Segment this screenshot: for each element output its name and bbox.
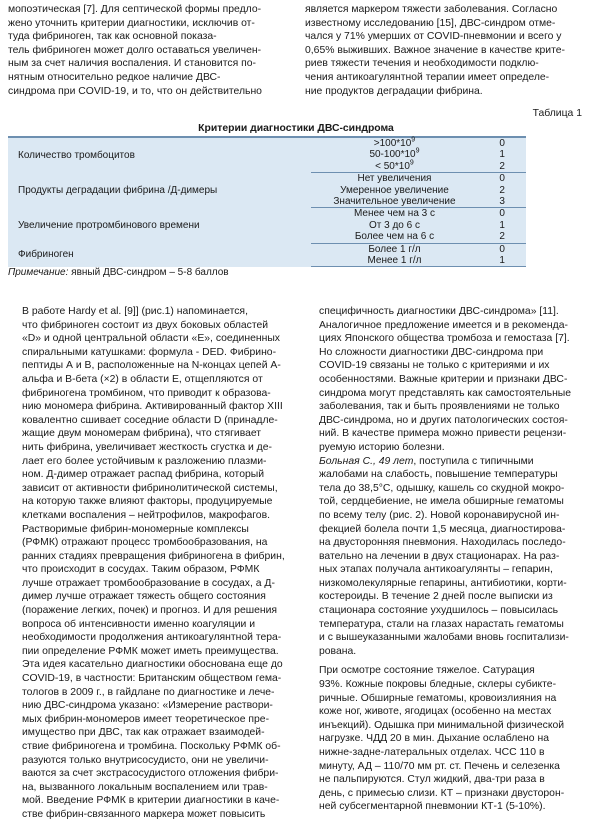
text-line: циях Японского общества тромбоза и гемостаза [7]. bbox=[319, 333, 570, 345]
text-line: на двусторонняя пневмония. Находилась последо- bbox=[319, 537, 566, 549]
criterion-condition bbox=[311, 137, 478, 149]
text-line: Эта идея касательно диагностики обоснована еще до bbox=[22, 659, 283, 671]
criterion-condition bbox=[311, 208, 478, 220]
criterion-name: Фибриноген bbox=[18, 249, 74, 261]
text-line: 0,65% выживших. Важное значение в качестве крите- bbox=[305, 44, 565, 56]
criterion-score: 0 bbox=[499, 208, 505, 220]
text-line: синдрома при COVID-19, и то, что он действительно bbox=[8, 85, 262, 97]
criterion-condition bbox=[311, 255, 478, 267]
criterion-condition bbox=[311, 185, 478, 196]
text-line: на, вызванного локальным воспалением или трав- bbox=[22, 781, 268, 793]
text-line: При осмотре состояние тяжелое. Сатурация bbox=[319, 665, 535, 677]
criterion-condition bbox=[311, 196, 478, 208]
text-line: и с вышеуказанными жалобами вновь госпитализи- bbox=[319, 632, 569, 644]
text-line: ным за счет наличия воспаления. И становится по- bbox=[8, 58, 256, 70]
text-line: ранних стадиях превращения фибриногена в фибрин, bbox=[22, 550, 285, 562]
condition-text: Умеренное увеличение bbox=[340, 184, 449, 196]
top-right-column bbox=[305, 3, 583, 98]
criterion-condition bbox=[311, 231, 478, 243]
text-line: заболевания, так и быть проявлениями не только bbox=[319, 401, 560, 413]
criterion-condition bbox=[311, 149, 478, 160]
text-line: туда фибриноген, так как основной показа- bbox=[8, 31, 217, 43]
table-note bbox=[8, 267, 229, 278]
superscript-exponent: 9 bbox=[411, 136, 416, 144]
table-row bbox=[8, 243, 526, 255]
text-line: Но сложности диагностики ДВС-синдрома при bbox=[319, 346, 544, 358]
text-line: зависит от активности фибринолитической системы, bbox=[22, 482, 278, 494]
text-line: является маркером тяжести заболевания. Согласно bbox=[305, 4, 558, 15]
text-line: ние продуктов деградации фибрина. bbox=[305, 85, 483, 97]
text-line: жено уточнить критерии диагностики, исключив от- bbox=[8, 17, 255, 29]
condition-text: Значительное увеличение bbox=[333, 196, 456, 208]
table-row bbox=[8, 208, 526, 220]
paragraph-case bbox=[305, 455, 583, 659]
text-line: что происходит в сосудах. Таким образом, РФМК bbox=[22, 564, 260, 576]
text-line: необходимости продолжения антикоагулянтной тера- bbox=[22, 632, 282, 644]
text-line: известному исследованию [15], ДВС-синдром отме- bbox=[305, 17, 556, 29]
text-line: по всему телу (рис. 2). Новой коронавирусной ин- bbox=[319, 509, 560, 521]
text-line: ковалентно сшивает соседние области D (принадле- bbox=[22, 414, 278, 426]
text-line: пептиды А и В, расположенные на N-концах цепей A- bbox=[22, 360, 281, 372]
text-line: димер лучше отражает тяжесть общего состояния bbox=[22, 591, 266, 603]
criterion-score: 1 bbox=[499, 219, 505, 231]
table-caption: Таблица 1 bbox=[532, 108, 582, 119]
condition-text: >100*10 bbox=[373, 138, 412, 149]
criterion-score: 2 bbox=[478, 231, 526, 243]
text-line: ваются за счет экстрасосудистого отложения фибри- bbox=[22, 768, 279, 780]
paragraph-recommendation bbox=[305, 305, 583, 346]
table-row bbox=[8, 137, 526, 149]
text-line: особенностями. Важные критерии и признаки ДВС- bbox=[319, 373, 568, 385]
text-line: день, с примесью слизи. КТ – признаки двусторон- bbox=[319, 787, 565, 799]
text-line: стве фибрин-связанного маркера может повысить bbox=[22, 808, 266, 820]
text-line: рована. bbox=[319, 645, 357, 657]
criterion-score: 1 bbox=[499, 149, 505, 161]
superscript-exponent: 9 bbox=[415, 148, 420, 156]
paragraph-hardy bbox=[8, 305, 286, 822]
criterion-condition bbox=[311, 173, 478, 185]
text-line: мой. Введение РФМК в критерии диагностики в каче- bbox=[22, 795, 280, 807]
paragraph-sepsis bbox=[8, 3, 286, 98]
text-line: тологов в 2009 г., в гайдлане по диагностике и лече- bbox=[22, 686, 275, 698]
text-line: разуются только внутрисосудисто, они не увеличи- bbox=[22, 754, 269, 766]
text-line: нижне-задне-латеральных отделах. ЧСС 110 в bbox=[319, 747, 545, 758]
text-line: COVID-19 связаны не только с критериями и их bbox=[319, 360, 550, 372]
paragraph-severity bbox=[305, 3, 583, 98]
text-line: ричные. Обширные гематомы, кровоизлияния на bbox=[319, 692, 557, 704]
condition-text: < 50*10 bbox=[375, 160, 410, 172]
text-line: нятным относительно редкое наличие ДВС- bbox=[8, 71, 221, 83]
text-line: вопроса об интенсивности именно коагуляции и bbox=[22, 618, 256, 630]
text-line: ствие фибриногена и тромбина. Поскольку РФМК об- bbox=[22, 741, 281, 752]
text-line: ней субсегментарной пневмонии КТ-1 (5-10%). bbox=[319, 801, 546, 813]
paragraph-exam bbox=[305, 664, 583, 814]
text-line: 93%. Кожные покровы бледные, склеры субикте- bbox=[319, 679, 557, 691]
table-title: Критерии диагностики ДВС-синдрома bbox=[198, 123, 394, 134]
criterion-name: Продукты деградации фибрина /Д-димеры bbox=[18, 184, 218, 196]
text-line: низкомолекулярные гепарины, антибиотики, корти- bbox=[319, 577, 567, 589]
text-line: пии определение РФМК может иметь преимущества. bbox=[22, 645, 279, 657]
note-text: явный ДВС-синдром – 5-8 баллов bbox=[68, 267, 229, 278]
text-line: жащие двум мономерам фибрина), что стягивает bbox=[22, 428, 262, 440]
text-line: альфа и B-бета (×2) в области E, отщепляются от bbox=[22, 373, 263, 385]
criterion-name: Увеличение протромбинового времени bbox=[18, 219, 200, 231]
text-line: фекцией болела почти 1,5 месяца, диагностирова- bbox=[319, 523, 566, 535]
criteria-table bbox=[8, 136, 526, 267]
text-line: нагрузке. ЧДД 20 в мин. Дыхание ослаблено на bbox=[319, 733, 549, 745]
text-line: чения антикоагулянтной терапии имеет определе- bbox=[305, 71, 550, 83]
text-line: имущество при ДВС, так как отражает взаимодей- bbox=[22, 727, 265, 739]
note-label: Примечание: bbox=[8, 267, 69, 278]
table-row bbox=[8, 173, 526, 185]
text-line: ном. Д-димер отражает распад фибрина, который bbox=[22, 469, 265, 481]
criterion-score: 2 bbox=[499, 184, 505, 196]
text-line: Растворимые фибрин-мономерные комплексы bbox=[22, 523, 249, 535]
text-line: мых фибрин-мономеров имеет теоретическое пре- bbox=[22, 713, 270, 725]
text-line: нию ДВС-синдрома указано: «Измерение раствори- bbox=[22, 700, 273, 712]
condition-text: Нет увеличения bbox=[357, 173, 432, 185]
text-line: нию мономера фибрина. Активированный фактор XIII bbox=[22, 401, 283, 413]
text-line: нить фибрина, увеличивает жесткость сгустка и де- bbox=[22, 441, 272, 453]
criterion-name: Количество тромбоцитов bbox=[8, 137, 311, 173]
text-line: ных этапах получала антикоагулянты – гепарин, bbox=[319, 564, 553, 576]
condition-text: Менее 1 г/л bbox=[367, 255, 422, 267]
text-line: той, сердцебиение, не имела обширные гематомы bbox=[319, 496, 564, 508]
criterion-score: 2 bbox=[478, 161, 526, 173]
text-line: COVID-19, в частности: Британским обществом гема- bbox=[22, 673, 282, 685]
criterion-condition bbox=[311, 220, 478, 231]
case-lead: Больная С., 49 лет bbox=[319, 455, 414, 467]
text-line: Аналогичное предложение имеется и в рекоменда- bbox=[319, 319, 568, 331]
text-line: не пальпируются. Стул жидкий, два-три раза в bbox=[319, 774, 545, 786]
condition-text: Менее чем на 3 с bbox=[353, 208, 435, 220]
bottom-right-column bbox=[305, 305, 583, 814]
criterion-score: 0 bbox=[499, 173, 505, 185]
condition-text: От 3 до 6 с bbox=[368, 219, 420, 231]
text-line: минуту, АД – 110/70 мм рт. ст. Печень и селезенка bbox=[319, 760, 560, 772]
text-line: (РФМК) отражают процесс тромбообразования, на bbox=[22, 537, 268, 549]
criterion-score: 0 bbox=[499, 243, 505, 255]
text-line: костероиды. В течение 2 дней после выписки из bbox=[319, 591, 553, 603]
text-line: коже ног, животе, ягодицах (особенно на местах bbox=[319, 706, 552, 718]
text-line: специфичность диагностики ДВС-синдрома» [11]. bbox=[319, 306, 559, 317]
text-line: лучше отражает тромбообразование в сосудах, а Д- bbox=[22, 577, 275, 589]
top-left-column bbox=[8, 3, 286, 98]
text-line: что фибриноген состоит из двух боковых областей bbox=[22, 319, 269, 331]
text-line: лает его более устойчивым к разложению плазми- bbox=[22, 455, 267, 467]
text-line: синдрома могут представлять как самостоятельные bbox=[319, 387, 572, 399]
text-line: тель фибриноген может долго оставаться увеличен- bbox=[8, 44, 262, 56]
case-lead-rest: , поступила с типичными bbox=[413, 455, 534, 467]
condition-text: Более чем на 6 с bbox=[354, 231, 435, 243]
condition-text: Более 1 г/л bbox=[368, 243, 421, 255]
text-line: жалобами на слабость, повышение температуры bbox=[319, 469, 558, 481]
criterion-condition bbox=[311, 243, 478, 255]
text-line: температура, стали на глазах нарастать гематомы bbox=[319, 618, 564, 630]
criterion-score: 0 bbox=[478, 137, 526, 149]
text-line: фибриногена тромбином, что приводит к образова- bbox=[22, 387, 271, 399]
text-line: инъекций). Одышка при минимальной физической bbox=[319, 719, 565, 731]
text-line: мопоэтическая [7]. Для септической формы предло- bbox=[8, 4, 262, 15]
criterion-score: 1 bbox=[478, 255, 526, 267]
superscript-exponent: 9 bbox=[409, 159, 414, 167]
condition-text: 50-100*10 bbox=[369, 149, 416, 161]
bottom-left-column bbox=[8, 305, 286, 822]
text-line: В работе Hardy et al. [9]] (рис.1) напоминается, bbox=[22, 306, 248, 317]
criterion-condition bbox=[311, 161, 478, 173]
text-line: руемую историю болезни. bbox=[319, 441, 445, 453]
text-line: чался у 71% умерших от COVID-пневмонии и всего у bbox=[305, 31, 562, 43]
text-line: клетками воспаления – нейтрофилов, макрофагов. bbox=[22, 509, 270, 521]
text-line: ний. В качестве примера можно привести рецензи- bbox=[319, 428, 567, 440]
text-line: стационара состояние ухудшилось – повысилась bbox=[319, 605, 559, 617]
text-line: (поражение легких, почек) и прогноз. И для решения bbox=[22, 605, 278, 617]
criterion-score: 3 bbox=[478, 196, 526, 208]
text-line: тела до 38,5°С, одышку, кашель со скудной мокро- bbox=[319, 482, 565, 494]
text-line: вательно на лечении в двух стационарах. На раз- bbox=[319, 550, 560, 562]
text-line: ДВС-синдрома, но и других патологических состоя- bbox=[319, 414, 568, 426]
paragraph-difficulties bbox=[305, 346, 583, 455]
text-line: «D» и одной центральной области «E», соединенных bbox=[22, 333, 280, 345]
text-line: спиральными катушками: формула - DED. Фибрино- bbox=[22, 346, 277, 358]
text-line: риев тяжести течения и необходимости подклю- bbox=[305, 58, 539, 70]
text-line: на которую также влияют факторы, продуцируемые bbox=[22, 496, 273, 508]
